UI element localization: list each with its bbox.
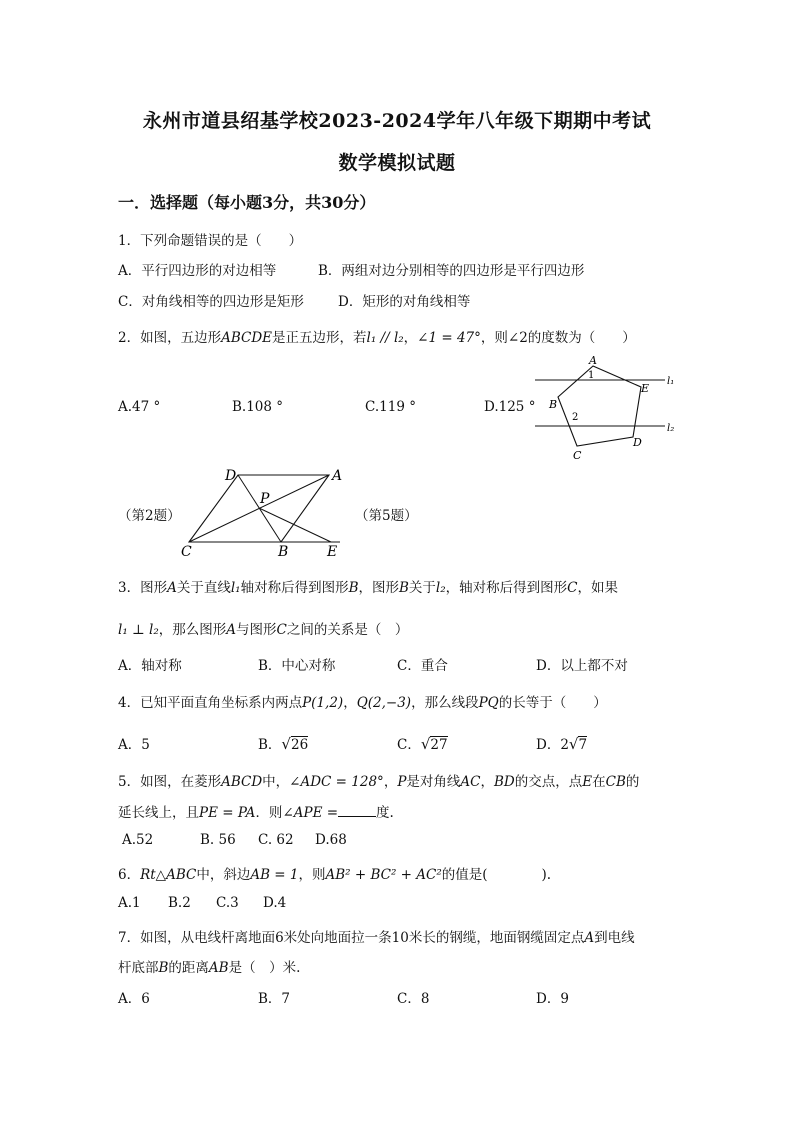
q7-point-a: A xyxy=(584,930,595,946)
q3-text-h: ，那么图形 xyxy=(158,622,227,638)
q3-text-i: 与图形 xyxy=(236,622,277,638)
q4-stem: 4．已知平面直角坐标系内两点P(1,2)，Q(2,−3)，那么线段PQ的长等于（ ） xyxy=(118,695,607,711)
q5-option-c: C. 62 xyxy=(258,832,294,848)
q3-option-d: D．以上都不对 xyxy=(536,658,628,674)
q5-label-b: B xyxy=(278,544,289,559)
q3-perp-condition: l₁ ⊥ l₂ xyxy=(118,622,159,638)
q6-text-d: 的值是( ). xyxy=(441,867,552,883)
q4-point-q: Q(2,−3) xyxy=(356,695,412,711)
q2-pentagon-name: ABCDE xyxy=(221,330,273,346)
q6-hypotenuse: AB = 1 xyxy=(250,867,299,883)
q2-label-l1: l₁ xyxy=(667,376,675,387)
q2-stem: 2．如图，五边形ABCDE是正五边形，若l₁ // l₂，∠1 = 47°，则∠2的度数为（ ） xyxy=(118,330,636,346)
q3-text-g: ，如果 xyxy=(577,580,618,596)
q5-text-d: 是对角线 xyxy=(406,774,461,790)
q2-label-c: C xyxy=(573,449,582,462)
q1-stem: 1．下列命题错误的是（ ） xyxy=(118,233,303,249)
q5-diag-bd: BD xyxy=(494,774,515,790)
q5-text-e: 的交点，点 xyxy=(514,774,583,790)
q6-stem xyxy=(118,863,551,883)
q3-line1 xyxy=(118,576,618,596)
q3-figure-a-2: A xyxy=(226,622,236,638)
q2-stem-pre: 2．如图，五边形 xyxy=(118,330,222,346)
q6-expression: AB² + BC² + AC² xyxy=(325,867,442,883)
q5-text-g: 的 xyxy=(625,774,640,790)
q3-text-d: ，图形 xyxy=(358,580,399,596)
q5-line2 xyxy=(118,801,394,821)
q6-text-c: ，则 xyxy=(298,867,326,883)
exam-title-line1: 永州市道县绍基学校2023-2024学年八年级下期期中考试 xyxy=(142,110,652,132)
q2-option-b: B.108 ° xyxy=(232,399,284,415)
q5-angle-ape: ∠APE = xyxy=(282,805,339,821)
q2-pentagon xyxy=(558,366,641,446)
q4-option-b-radicand: 26 xyxy=(290,737,309,753)
q7-option-a: A．6 xyxy=(118,991,150,1007)
caption-q2: （第2题） xyxy=(118,508,181,524)
q7-text-c: 杆底部 xyxy=(118,960,159,976)
q4-text-b: ，那么线段 xyxy=(411,695,479,711)
q3-figure-a: A xyxy=(167,580,177,596)
q5-label-d: D xyxy=(225,468,237,484)
q4-option-b-label: B． xyxy=(258,737,282,753)
q3-figure-c-2: C xyxy=(276,622,287,638)
q2-label-angle-1: 1 xyxy=(588,370,595,381)
q7-option-b: B．7 xyxy=(258,991,291,1007)
q3-line2 xyxy=(118,618,408,638)
q4-option-d: D．2√7 xyxy=(536,735,588,753)
q5-text-sep: ， xyxy=(480,774,494,790)
section-heading: 一．选择题（每小题3分，共30分） xyxy=(118,193,376,212)
q5-text-a: 5．如图，在菱形 xyxy=(118,774,222,790)
q5-option-a: A.52 xyxy=(122,832,154,848)
q5-text-b: 中， xyxy=(262,774,290,790)
q4-text-a: 4．已知平面直角坐标系内两点 xyxy=(118,695,303,711)
exam-title-line2: 数学模拟试题 xyxy=(338,152,456,174)
q2-label-angle-2: 2 xyxy=(572,412,579,423)
q7-text-e: 是（ ）米. xyxy=(228,960,301,976)
q3-line-l1: l₁ xyxy=(230,580,241,596)
q3-text-f: ，轴对称后得到图形 xyxy=(445,580,568,596)
q3-figure-b-2: B xyxy=(399,580,409,596)
q5-text-i: ．则 xyxy=(255,805,283,821)
q6-option-d: D.4 xyxy=(263,895,287,911)
q5-rhombus-name: ABCD xyxy=(221,774,263,790)
q3-text-a: 3．图形 xyxy=(118,580,168,596)
q2-parallel-condition: l₁ // l₂ xyxy=(366,330,404,346)
q4-option-d-label: D．2 xyxy=(536,737,569,753)
q5-side-cb: CB xyxy=(605,774,626,790)
q7-text-d: 的距离 xyxy=(168,960,209,976)
q2-label-b: B xyxy=(549,398,558,411)
q5-line1 xyxy=(118,770,639,790)
q5-label-e: E xyxy=(327,544,338,559)
q3-text-j: 之间的关系是（ ） xyxy=(286,622,409,638)
q4-option-c-radicand: 27 xyxy=(430,737,448,753)
q5-option-b: B. 56 xyxy=(200,832,236,848)
q2-stem-mid: 是正五边形，若 xyxy=(272,330,367,346)
q2-label-e: E xyxy=(641,382,650,395)
q2-option-a: A.47 ° xyxy=(118,399,161,415)
q7-text-a: 7．如图，从电线杆离地面6米处向地面拉一条10米长的钢缆，地面钢缆固定点 xyxy=(118,930,585,946)
q7-option-d: D．9 xyxy=(536,991,569,1007)
q5-text-c: ， xyxy=(383,774,398,790)
q5-text-f: 在 xyxy=(592,774,606,790)
q6-text-b: 中，斜边 xyxy=(196,867,251,883)
q7-segment-ab: AB xyxy=(208,960,229,976)
q4-option-d-radicand: 7 xyxy=(578,737,588,753)
q5-rhombus-figure xyxy=(175,463,360,559)
q6-option-c: C.3 xyxy=(216,895,239,911)
q5-answer-blank xyxy=(338,806,376,817)
q3-option-b: B．中心对称 xyxy=(258,658,336,674)
q3-text-e: 关于 xyxy=(408,580,436,596)
q5-equality: PE = PA xyxy=(199,805,256,821)
q5-label-a: A xyxy=(332,468,343,484)
q5-point-p: P xyxy=(397,774,407,790)
q7-line1 xyxy=(118,926,635,946)
q4-option-b: B．√26 xyxy=(258,735,309,753)
q4-option-c: C．√27 xyxy=(397,735,448,753)
q3-option-a: A．轴对称 xyxy=(118,658,182,674)
q4-text-c: 的长等于（ ） xyxy=(498,695,607,711)
q5-label-p: P xyxy=(260,491,270,507)
q3-option-c: C．重合 xyxy=(397,658,448,674)
q1-option-c: C．对角线相等的四边形是矩形 xyxy=(118,294,304,310)
caption-q5: （第5题） xyxy=(355,508,418,524)
q6-triangle: Rt△ABC xyxy=(140,867,197,883)
q2-label-d: D xyxy=(633,436,642,449)
q6-option-b: B.2 xyxy=(168,895,191,911)
q5-angle-adc: ∠ADC = 128° xyxy=(289,774,384,790)
q5-option-d: D.68 xyxy=(315,832,347,848)
q7-line2 xyxy=(118,956,300,976)
q2-option-c: C.119 ° xyxy=(365,399,416,415)
q4-option-c-label: C． xyxy=(397,737,421,753)
q7-point-b: B xyxy=(158,960,169,976)
q5-text-j: 度. xyxy=(376,805,394,821)
q7-text-b: 到电线 xyxy=(594,930,635,946)
q5-diag-ac: AC xyxy=(460,774,481,790)
q3-text-c: 轴对称后得到图形 xyxy=(240,580,349,596)
q6-option-a: A.1 xyxy=(118,895,141,911)
q2-label-a: A xyxy=(589,354,597,367)
q5-point-e: E xyxy=(582,774,593,790)
q2-angle-one: ∠1 = 47° xyxy=(417,330,481,346)
q2-pentagon-figure xyxy=(525,352,685,462)
q3-line-l2: l₂ xyxy=(435,580,446,596)
q3-figure-c: C xyxy=(567,580,578,596)
q1-option-a: A．平行四边形的对边相等 xyxy=(118,263,277,279)
q2-option-d: D.125 ° xyxy=(484,399,536,415)
q5-text-h: 延长线上，且 xyxy=(118,805,199,821)
q2-label-l2: l₂ xyxy=(667,423,675,434)
q1-option-b: B．两组对边分别相等的四边形是平行四边形 xyxy=(318,263,585,279)
q3-figure-b: B xyxy=(348,580,359,596)
q4-point-p: P(1,2) xyxy=(302,695,344,711)
q6-text-a: 6． xyxy=(118,867,141,883)
q5-label-c: C xyxy=(181,544,192,559)
q1-option-d: D．矩形的对角线相等 xyxy=(338,294,471,310)
q4-option-a: A．5 xyxy=(118,737,150,753)
q7-option-c: C．8 xyxy=(397,991,430,1007)
q3-text-b: 关于直线 xyxy=(176,580,231,596)
q4-segment-pq: PQ xyxy=(478,695,499,711)
q2-stem-post: ，则∠2的度数为（ ） xyxy=(480,330,636,346)
